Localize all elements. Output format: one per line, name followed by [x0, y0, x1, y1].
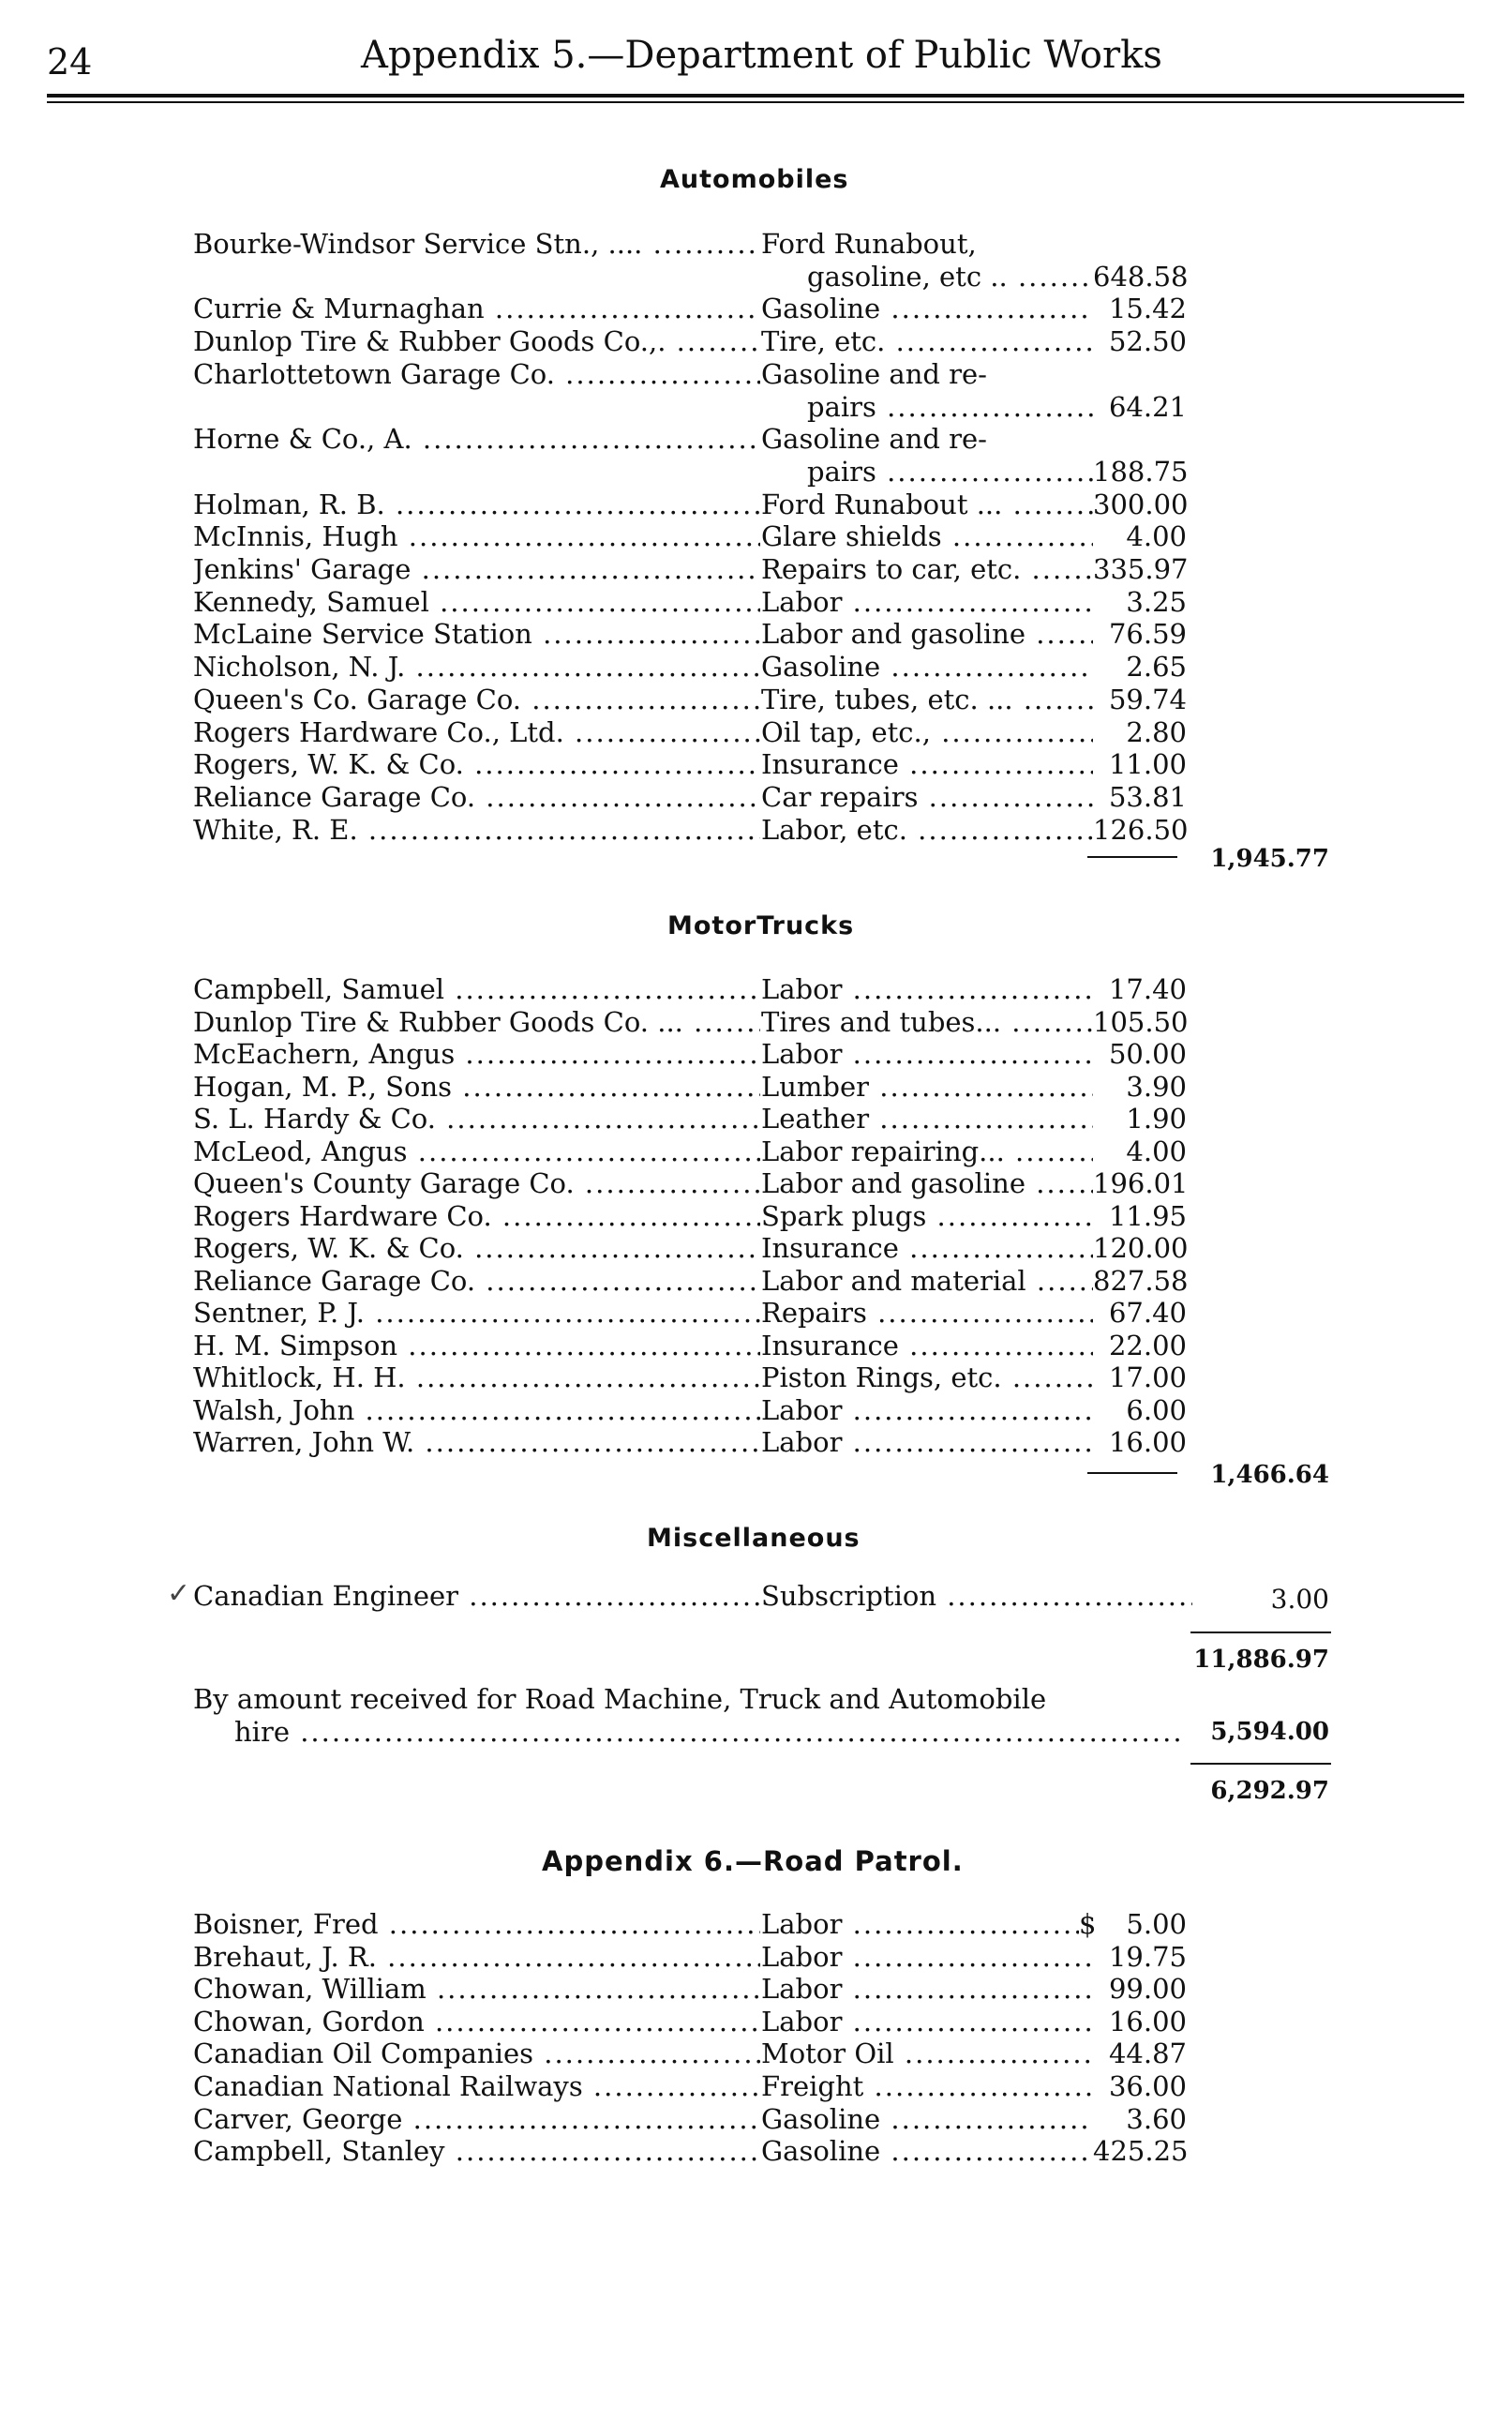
amount: 50.00 [1093, 1038, 1187, 1070]
payee-name: Whitlock, H. H. ..... [193, 1361, 760, 1393]
amount: 2.65 [1093, 651, 1187, 683]
payee-name: H. M. Simpson ..... [193, 1330, 760, 1361]
amount: 3.25 [1093, 586, 1187, 618]
payee-item: Gasoline ..... [761, 651, 1099, 683]
amount: 64.21 [1093, 391, 1187, 423]
payee-name: Canadian Engineer ..... [193, 1580, 760, 1612]
amount: 15.42 [1093, 293, 1187, 324]
amount: 196.01 [1093, 1167, 1189, 1199]
amount: 36.00 [1093, 2070, 1187, 2102]
payee-name: Rogers Hardware Co. ..... [193, 1200, 760, 1232]
payee-name: S. L. Hardy & Co. ..... [193, 1103, 760, 1135]
payee-item: Labor ..... [761, 1973, 1099, 2005]
payee-item: Labor ..... [761, 973, 1099, 1005]
payee-name: Rogers Hardware Co., Ltd. ..... [193, 716, 760, 748]
payee-name: Canadian National Railways ..... [193, 2070, 760, 2102]
payee-name: Brehaut, J. R. ..... [193, 1941, 760, 1973]
payee-item: Labor ..... [761, 2006, 1099, 2038]
payee-item: Motor Oil ..... [761, 2038, 1099, 2069]
dollar-sign: $ [1079, 1908, 1097, 1940]
amount: 188.75 [1093, 455, 1189, 488]
payee-name: Hogan, M. P., Sons ..... [193, 1071, 760, 1103]
payee-item: Labor ..... [761, 1908, 1099, 1940]
hire-line-1: By amount received for Road Machine, Truck and Automobile [193, 1683, 1047, 1715]
payee-name: Reliance Garage Co. ..... [193, 781, 760, 813]
payee-item: Labor ..... [761, 1394, 1099, 1426]
payee-item: Gasoline ..... [761, 293, 1099, 324]
payee-name: McLeod, Angus ..... [193, 1135, 760, 1167]
grand-total: 11,886.97 [1193, 1646, 1329, 1674]
payee-item: Labor repairing... ..... [761, 1135, 1099, 1167]
payee-item: Tire, tubes, etc. ... ..... [761, 684, 1099, 715]
amount: 11.95 [1093, 1200, 1187, 1232]
payee-item: Subscription ..... [761, 1580, 1192, 1612]
amount: 105.50 [1093, 1005, 1189, 1038]
payee-item: Oil tap, etc., ..... [761, 716, 1099, 748]
road-patrol-heading: Appendix 6.—Road Patrol. [542, 1845, 964, 1877]
payee-name: Dunlop Tire & Rubber Goods Co.,. ..... [193, 325, 760, 357]
motor-trucks-heading: MotorTrucks [667, 911, 855, 940]
amount: 3.60 [1093, 2103, 1187, 2135]
payee-name: Nicholson, N. J. ..... [193, 651, 760, 683]
amount: 335.97 [1093, 553, 1189, 585]
payee-item: Labor and material ..... [761, 1265, 1099, 1297]
amount: 425.25 [1093, 2135, 1189, 2168]
check-mark-icon: ✓ [167, 1577, 191, 1610]
payee-name: Holman, R. B. ..... [193, 489, 760, 520]
payee-item: Labor, etc. ..... [761, 814, 1099, 846]
payee-name: Horne & Co., A. ..... [193, 423, 760, 455]
payee-name: McEachern, Angus ..... [193, 1038, 760, 1070]
payee-name: Chowan, Gordon ..... [193, 2006, 760, 2038]
automobiles-heading: Automobiles [660, 165, 849, 194]
motor-trucks-total: 1,466.64 [1210, 1461, 1329, 1489]
payee-name: Queen's Co. Garage Co. ..... [193, 684, 760, 715]
payee-name: Rogers, W. K. & Co. ..... [193, 1232, 760, 1264]
amount: 52.50 [1093, 325, 1187, 357]
payee-name: Dunlop Tire & Rubber Goods Co. ... ..... [193, 1006, 760, 1038]
amount: 4.00 [1093, 1135, 1187, 1167]
payee-name: McInnis, Hugh ..... [193, 520, 760, 552]
header-rule-thin [47, 101, 1464, 103]
payee-name: Warren, John W. ..... [193, 1426, 760, 1458]
payee-item: gasoline, etc .. ..... [807, 261, 1099, 293]
payee-name: Sentner, P. J. ..... [193, 1297, 760, 1329]
amount: 5.00 [1093, 1908, 1187, 1940]
payee-item: Insurance ..... [761, 748, 1099, 780]
automobiles-total: 1,945.77 [1210, 845, 1329, 873]
payee-item: Labor and gasoline ..... [761, 1167, 1099, 1199]
page-number: 24 [47, 41, 93, 83]
amount: 126.50 [1093, 813, 1189, 846]
amount: 16.00 [1093, 2006, 1187, 2038]
amount: 4.00 [1093, 520, 1187, 552]
payee-name: White, R. E. ..... [193, 814, 760, 846]
amount: 17.00 [1093, 1361, 1187, 1393]
amount: 827.58 [1093, 1264, 1189, 1297]
amount: 22.00 [1093, 1330, 1187, 1361]
payee-item: Leather ..... [761, 1103, 1099, 1135]
payee-name: Boisner, Fred ..... [193, 1908, 760, 1940]
payee-name: Queen's County Garage Co. ..... [193, 1167, 760, 1199]
amount: 53.81 [1093, 781, 1187, 813]
payee-item: Insurance ..... [761, 1330, 1099, 1361]
amount: 17.40 [1093, 973, 1187, 1005]
payee-item: Repairs to car, etc. ..... [761, 553, 1099, 585]
payee-item: Piston Rings, etc. ..... [761, 1361, 1099, 1393]
amount: 16.00 [1093, 1426, 1187, 1458]
payee-item: Gasoline ..... [761, 2103, 1099, 2135]
amount: 6.00 [1093, 1394, 1187, 1426]
payee-item: Gasoline and re- [761, 423, 987, 456]
payee-item: Repairs ..... [761, 1297, 1099, 1329]
payee-name: Campbell, Stanley ..... [193, 2135, 760, 2167]
payee-item: pairs ..... [807, 391, 1099, 423]
header-rule [47, 94, 1464, 98]
amount: 120.00 [1093, 1232, 1189, 1264]
amount: 59.74 [1093, 684, 1187, 715]
net-total-rule [1190, 1763, 1331, 1765]
amount: 76.59 [1093, 618, 1187, 650]
amount: 2.80 [1093, 716, 1187, 748]
payee-name: McLaine Service Station ..... [193, 618, 760, 650]
hire-amount: 5,594.00 [1210, 1718, 1329, 1746]
payee-name: Reliance Garage Co. ..... [193, 1265, 760, 1297]
payee-item: Labor ..... [761, 1426, 1099, 1458]
miscellaneous-amount: 3.00 [1270, 1584, 1329, 1615]
amount: 3.90 [1093, 1071, 1187, 1103]
payee-item: Labor ..... [761, 586, 1099, 618]
amount: 11.00 [1093, 748, 1187, 780]
payee-item: Car repairs ..... [761, 781, 1099, 813]
payee-name: Jenkins' Garage ..... [193, 553, 760, 585]
payee-name: Currie & Murnaghan ..... [193, 293, 760, 324]
amount: 99.00 [1093, 1973, 1187, 2005]
payee-name: Carver, George ..... [193, 2103, 760, 2135]
payee-item: Ford Runabout ... ..... [761, 489, 1099, 520]
payee-item: pairs ..... [807, 456, 1099, 488]
payee-name: Charlottetown Garage Co. ..... [193, 358, 760, 390]
payee-name: Bourke-Windsor Service Stn., .... ..... [193, 228, 760, 260]
amount: 1.90 [1093, 1103, 1187, 1135]
payee-item: Insurance ..... [761, 1232, 1099, 1264]
payee-name: Campbell, Samuel ..... [193, 973, 760, 1005]
payee-item: Labor ..... [761, 1038, 1099, 1070]
payee-name: Chowan, William ..... [193, 1973, 760, 2005]
payee-item: Tire, etc. ..... [761, 325, 1099, 357]
amount: 300.00 [1093, 488, 1189, 520]
grand-total-rule [1190, 1632, 1331, 1633]
payee-name: Canadian Oil Companies ..... [193, 2038, 760, 2069]
amount: 44.87 [1093, 2038, 1187, 2069]
payee-item: Gasoline ..... [761, 2135, 1099, 2167]
payee-item: Freight ..... [761, 2070, 1099, 2102]
payee-item: Glare shields ..... [761, 520, 1099, 552]
running-title: Appendix 5.—Department of Public Works [361, 34, 1162, 77]
payee-name: Walsh, John ..... [193, 1394, 760, 1426]
amount: 19.75 [1093, 1941, 1187, 1973]
miscellaneous-heading: Miscellaneous [647, 1524, 861, 1553]
hire-line-2: hire ..... [234, 1716, 1186, 1748]
payee-item: Lumber ..... [761, 1071, 1099, 1103]
amount: 648.58 [1093, 260, 1189, 293]
payee-item: Gasoline and re- [761, 357, 987, 390]
amount: 67.40 [1093, 1297, 1187, 1329]
payee-item: Labor ..... [761, 1941, 1099, 1973]
payee-item: Spark plugs ..... [761, 1200, 1099, 1232]
payee-name: Kennedy, Samuel ..... [193, 586, 760, 618]
net-total: 6,292.97 [1210, 1777, 1329, 1805]
payee-item: Ford Runabout, [761, 228, 977, 260]
payee-item: Labor and gasoline ..... [761, 618, 1099, 650]
payee-name: Rogers, W. K. & Co. ..... [193, 748, 760, 780]
payee-item: Tires and tubes... ..... [761, 1006, 1099, 1038]
